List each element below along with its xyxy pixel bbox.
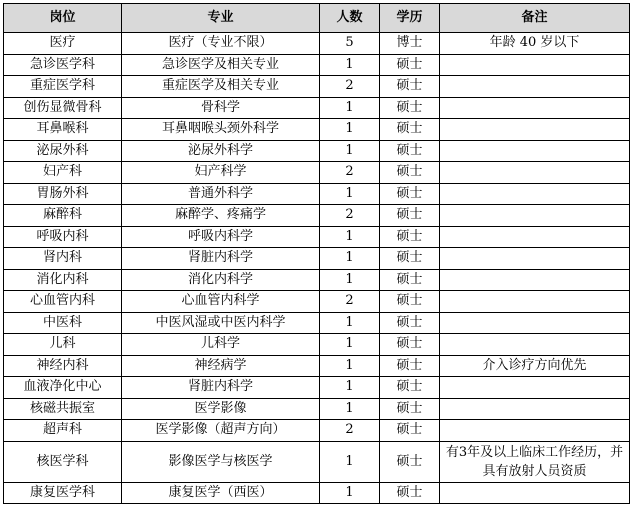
cell-note	[440, 97, 630, 119]
cell-degree: 硕士	[380, 54, 440, 76]
table-row	[4, 355, 630, 377]
cell-position: 泌尿外科	[4, 140, 122, 162]
table-row	[4, 291, 630, 313]
cell-degree: 硕士	[380, 162, 440, 184]
table-row	[4, 269, 630, 291]
cell-position: 肾内科	[4, 248, 122, 270]
cell-count: 1	[320, 377, 380, 399]
cell-count: 2	[320, 76, 380, 98]
table-row	[4, 205, 630, 227]
cell-note: 有3年及以上临床工作经历，并具有放射人员资质	[440, 441, 630, 482]
cell-position: 神经内科	[4, 355, 122, 377]
cell-note: 年龄 40 岁以下	[440, 33, 630, 55]
cell-position: 心血管内科	[4, 291, 122, 313]
table-row	[4, 482, 630, 504]
cell-note	[440, 76, 630, 98]
cell-note	[440, 162, 630, 184]
cell-count: 2	[320, 205, 380, 227]
cell-position: 胃肠外科	[4, 183, 122, 205]
cell-count: 1	[320, 355, 380, 377]
table-row	[4, 398, 630, 420]
recruitment-table	[3, 3, 630, 504]
table-body	[4, 33, 630, 504]
cell-note	[440, 377, 630, 399]
cell-note	[440, 119, 630, 141]
cell-position: 妇产科	[4, 162, 122, 184]
cell-count: 1	[320, 97, 380, 119]
cell-position: 医疗	[4, 33, 122, 55]
cell-degree: 硕士	[380, 76, 440, 98]
cell-position: 血液净化中心	[4, 377, 122, 399]
cell-major: 中医风湿或中医内科学	[122, 312, 320, 334]
cell-major: 影像医学与核医学	[122, 441, 320, 482]
cell-degree: 硕士	[380, 183, 440, 205]
cell-position: 核医学科	[4, 441, 122, 482]
cell-major: 心血管内科学	[122, 291, 320, 313]
cell-count: 2	[320, 291, 380, 313]
cell-major: 重症医学及相关专业	[122, 76, 320, 98]
cell-position: 呼吸内科	[4, 226, 122, 248]
cell-note	[440, 398, 630, 420]
cell-degree: 硕士	[380, 377, 440, 399]
cell-note	[440, 226, 630, 248]
cell-degree: 硕士	[380, 334, 440, 356]
cell-count: 1	[320, 482, 380, 504]
cell-major: 神经病学	[122, 355, 320, 377]
cell-position: 儿科	[4, 334, 122, 356]
cell-note	[440, 269, 630, 291]
cell-major: 妇产科学	[122, 162, 320, 184]
cell-major: 医学影像（超声方向）	[122, 420, 320, 442]
header-note: 备注	[440, 4, 630, 33]
cell-note	[440, 420, 630, 442]
table-row	[4, 183, 630, 205]
cell-degree: 硕士	[380, 482, 440, 504]
cell-count: 1	[320, 312, 380, 334]
cell-major: 呼吸内科学	[122, 226, 320, 248]
cell-degree: 硕士	[380, 119, 440, 141]
cell-position: 耳鼻喉科	[4, 119, 122, 141]
cell-position: 核磁共振室	[4, 398, 122, 420]
cell-note	[440, 312, 630, 334]
cell-major: 普通外科学	[122, 183, 320, 205]
header-major: 专业	[122, 4, 320, 33]
cell-major: 肾脏内科学	[122, 248, 320, 270]
cell-count: 1	[320, 248, 380, 270]
cell-degree: 硕士	[380, 420, 440, 442]
cell-degree: 硕士	[380, 97, 440, 119]
cell-degree: 硕士	[380, 441, 440, 482]
cell-position: 康复医学科	[4, 482, 122, 504]
cell-major: 急诊医学及相关专业	[122, 54, 320, 76]
cell-degree: 硕士	[380, 140, 440, 162]
cell-note	[440, 205, 630, 227]
table-row	[4, 312, 630, 334]
cell-degree: 硕士	[380, 291, 440, 313]
table-row	[4, 162, 630, 184]
table-row	[4, 441, 630, 482]
cell-note	[440, 291, 630, 313]
table-row	[4, 420, 630, 442]
cell-note	[440, 482, 630, 504]
cell-position: 创伤显微骨科	[4, 97, 122, 119]
header-row	[4, 4, 630, 33]
cell-degree: 硕士	[380, 269, 440, 291]
cell-note: 介入诊疗方向优先	[440, 355, 630, 377]
table-row	[4, 76, 630, 98]
cell-count: 5	[320, 33, 380, 55]
cell-position: 麻醉科	[4, 205, 122, 227]
table-row	[4, 226, 630, 248]
cell-count: 1	[320, 226, 380, 248]
cell-major: 麻醉学、疼痛学	[122, 205, 320, 227]
table-row	[4, 248, 630, 270]
cell-count: 1	[320, 119, 380, 141]
cell-major: 儿科学	[122, 334, 320, 356]
table-row	[4, 334, 630, 356]
cell-degree: 硕士	[380, 355, 440, 377]
cell-count: 1	[320, 334, 380, 356]
cell-major: 泌尿外科学	[122, 140, 320, 162]
cell-count: 1	[320, 140, 380, 162]
cell-note	[440, 54, 630, 76]
cell-major: 医学影像	[122, 398, 320, 420]
cell-note	[440, 183, 630, 205]
cell-count: 1	[320, 183, 380, 205]
table-row	[4, 54, 630, 76]
table-row	[4, 140, 630, 162]
cell-degree: 硕士	[380, 398, 440, 420]
cell-degree: 硕士	[380, 248, 440, 270]
cell-major: 骨科学	[122, 97, 320, 119]
cell-count: 2	[320, 162, 380, 184]
header-position: 岗位	[4, 4, 122, 33]
cell-position: 消化内科	[4, 269, 122, 291]
header-count: 人数	[320, 4, 380, 33]
cell-major: 康复医学（西医）	[122, 482, 320, 504]
cell-position: 重症医学科	[4, 76, 122, 98]
table-row	[4, 97, 630, 119]
cell-major: 医疗（专业不限）	[122, 33, 320, 55]
cell-position: 急诊医学科	[4, 54, 122, 76]
cell-position: 超声科	[4, 420, 122, 442]
table-row	[4, 119, 630, 141]
cell-count: 1	[320, 441, 380, 482]
cell-count: 1	[320, 398, 380, 420]
cell-degree: 硕士	[380, 205, 440, 227]
cell-degree: 硕士	[380, 312, 440, 334]
table-row	[4, 33, 630, 55]
cell-degree: 博士	[380, 33, 440, 55]
table-row	[4, 377, 630, 399]
cell-major: 肾脏内科学	[122, 377, 320, 399]
header-degree: 学历	[380, 4, 440, 33]
cell-count: 1	[320, 54, 380, 76]
cell-major: 耳鼻咽喉头颈外科学	[122, 119, 320, 141]
cell-major: 消化内科学	[122, 269, 320, 291]
cell-note	[440, 140, 630, 162]
cell-count: 1	[320, 269, 380, 291]
cell-count: 2	[320, 420, 380, 442]
cell-degree: 硕士	[380, 226, 440, 248]
cell-note	[440, 334, 630, 356]
cell-note	[440, 248, 630, 270]
cell-position: 中医科	[4, 312, 122, 334]
